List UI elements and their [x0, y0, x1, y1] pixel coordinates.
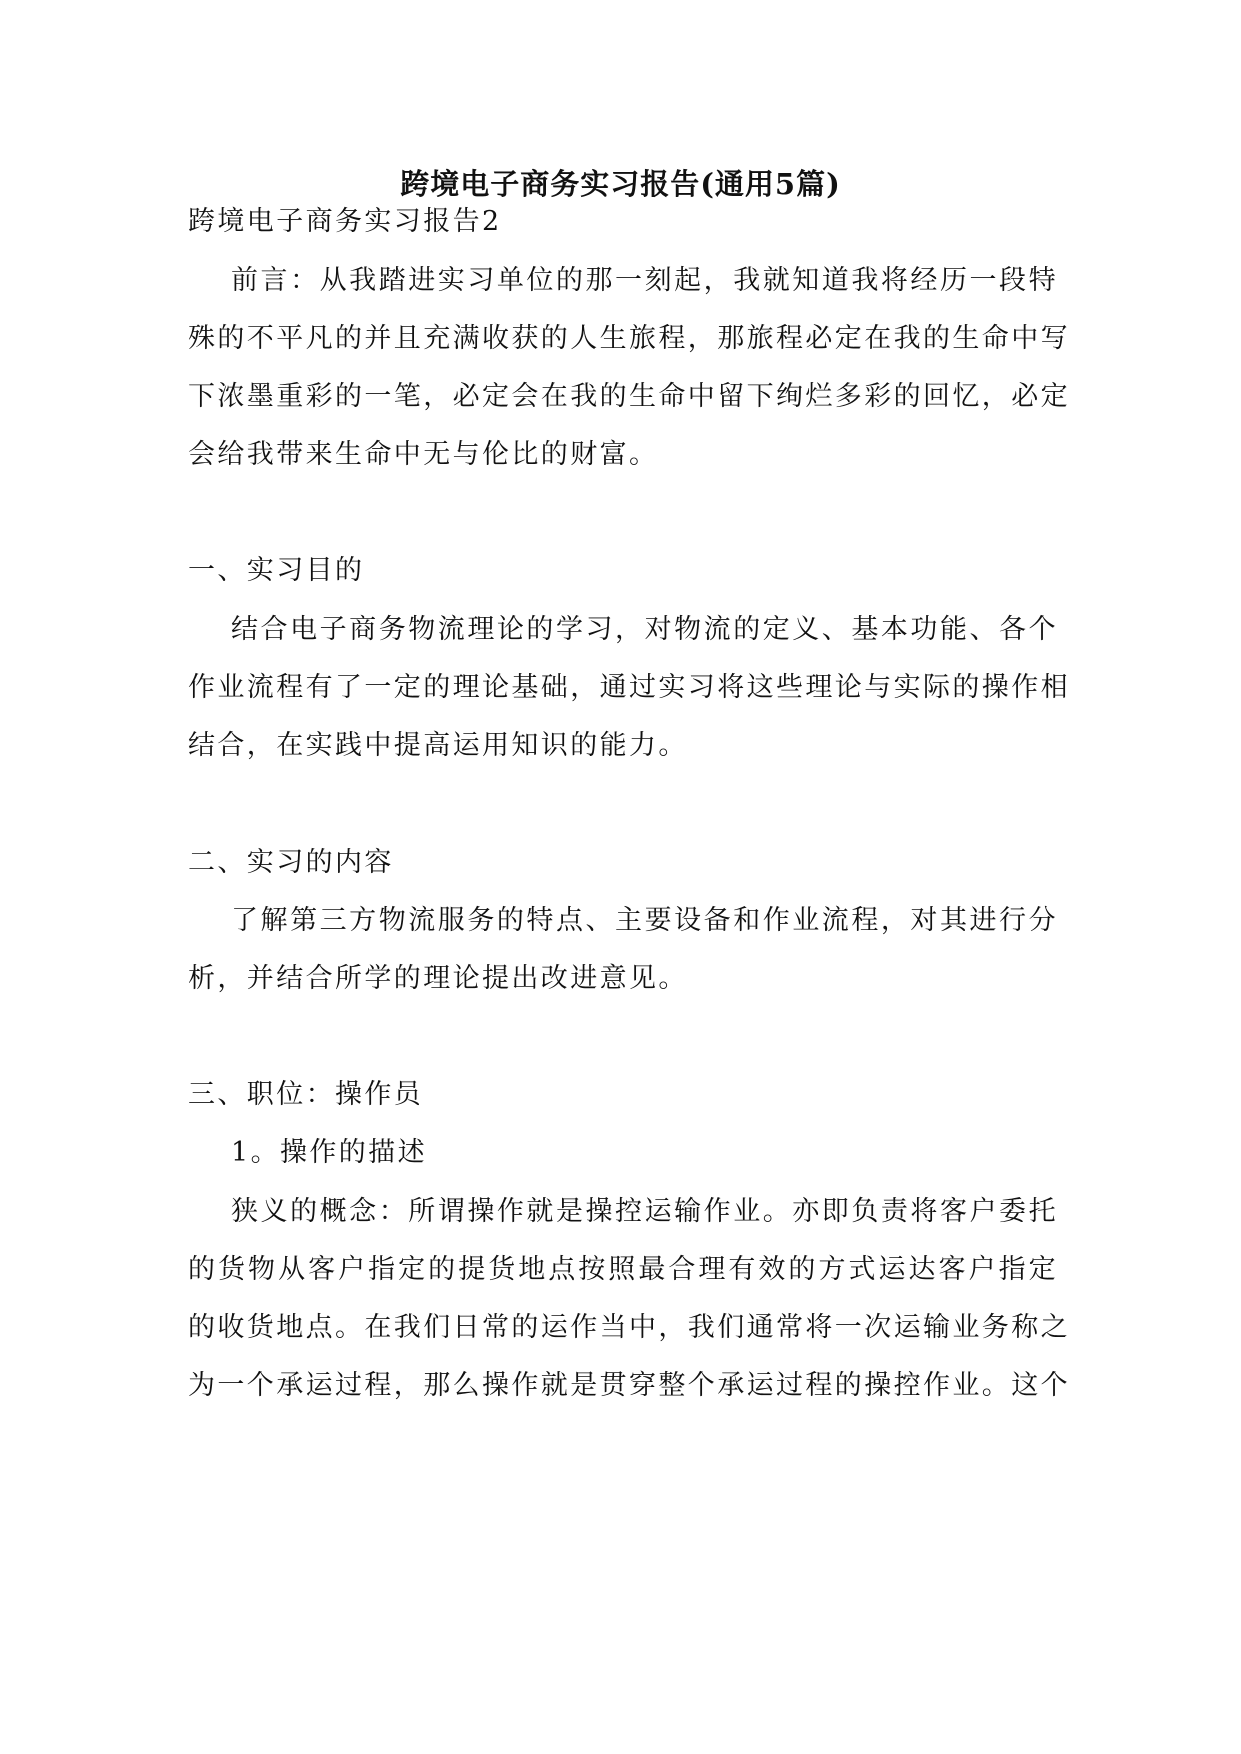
section-heading-2: 二、实习的内容: [188, 847, 394, 878]
section3-line-1: 狭义的概念：所谓操作就是操控运输作业。亦即负责将客户委托: [231, 1196, 1058, 1227]
section1-line-3: 结合，在实践中提高运用知识的能力。: [188, 730, 688, 761]
intro-line-3: 下浓墨重彩的一笔，必定会在我的生命中留下绚烂多彩的回忆，必定: [188, 381, 1070, 412]
section1-line-1: 结合电子商务物流理论的学习，对物流的定义、基本功能、各个: [231, 614, 1058, 645]
section2-line-2: 析，并结合所学的理论提出改进意见。: [188, 963, 688, 994]
intro-line-1: 前言：从我踏进实习单位的那一刻起，我就知道我将经历一段特: [231, 265, 1058, 296]
section3-line-3: 的收货地点。在我们日常的运作当中，我们通常将一次运输业务称之: [188, 1312, 1070, 1343]
intro-line-4: 会给我带来生命中无与伦比的财富。: [188, 439, 659, 470]
section-heading-3: 三、职位：操作员: [188, 1079, 424, 1110]
section3-subheading: 1。操作的描述: [231, 1137, 427, 1168]
section1-line-2: 作业流程有了一定的理论基础，通过实习将这些理论与实际的操作相: [188, 672, 1070, 703]
document-title: 跨境电子商务实习报告(通用5篇): [400, 167, 841, 201]
report-subtitle: 跨境电子商务实习报告2: [188, 206, 502, 237]
intro-line-2: 殊的不平凡的并且充满收获的人生旅程，那旅程必定在我的生命中写: [188, 323, 1070, 354]
section3-line-2: 的货物从客户指定的提货地点按照最合理有效的方式运达客户指定: [188, 1254, 1058, 1285]
section-heading-1: 一、实习目的: [188, 555, 365, 586]
section2-line-1: 了解第三方物流服务的特点、主要设备和作业流程，对其进行分: [231, 905, 1058, 936]
section3-line-4: 为一个承运过程，那么操作就是贯穿整个承运过程的操控作业。这个: [188, 1370, 1070, 1401]
